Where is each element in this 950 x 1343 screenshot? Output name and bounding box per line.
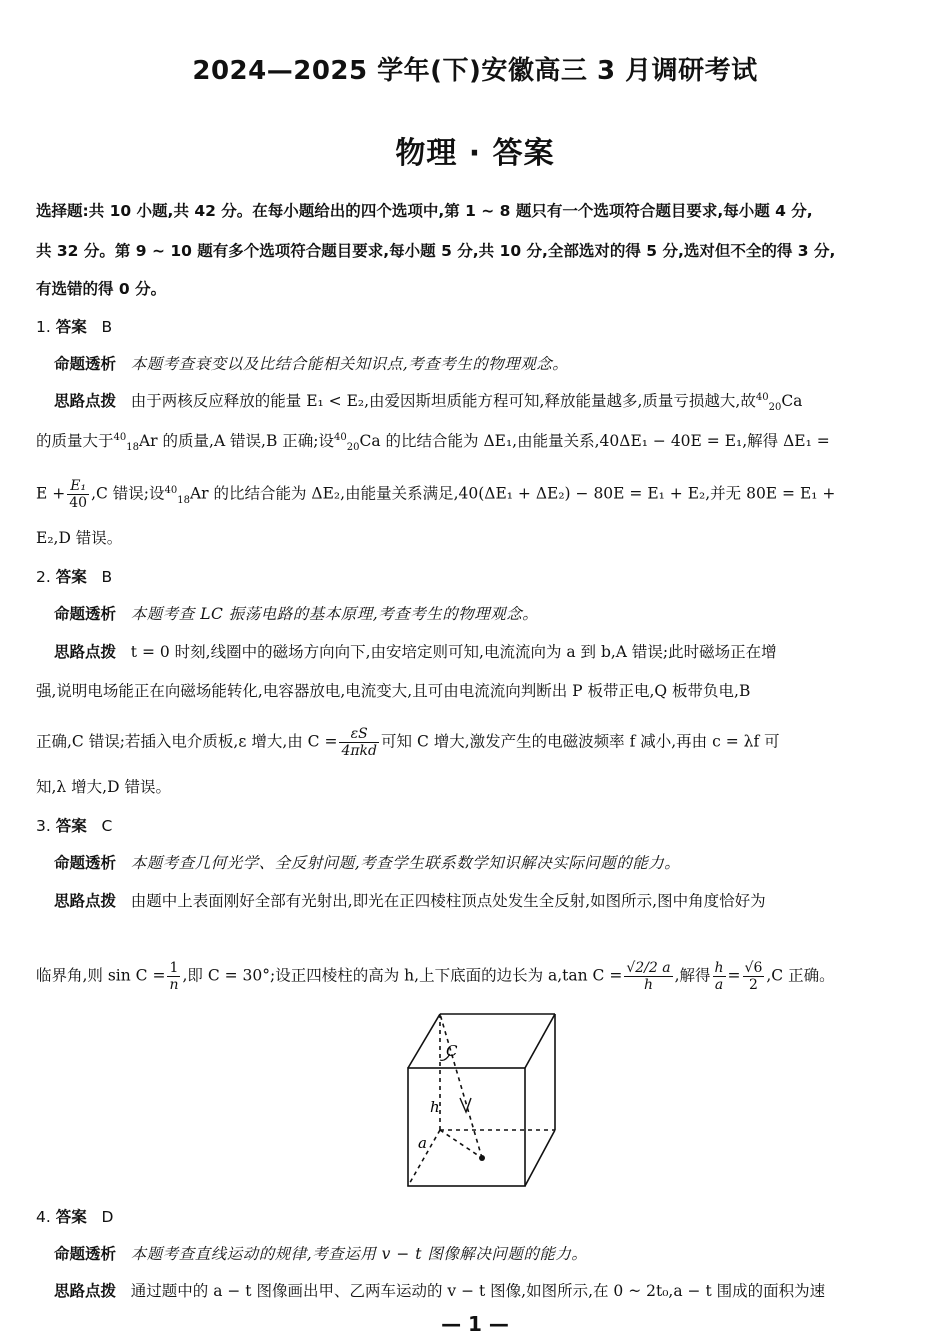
q1-analysis-line-3: E + $\frac{\text{E₁}}{40}$ ,C 错误;设$^{40}_{18}$Ar 的比结合能为 ΔE₂,由能量关系满足,40(ΔE₁ + ΔE₂) − 80E = E₁ + E₂,并无 80E = E₁ + bbox=[36, 478, 836, 511]
q2-analysis-line-4: 知,λ 增大,D 错误。 bbox=[36, 778, 171, 796]
q3-analysis-label: 思路点拨 bbox=[54, 892, 117, 910]
intro-line-3: 有选错的得 0 分。 bbox=[36, 280, 167, 298]
q3-intent bbox=[54, 852, 680, 874]
q1-iso-ar: $^{40}_{18}$ bbox=[113, 431, 139, 454]
q3-sin-fraction: $\frac{1}{n}$ bbox=[169, 960, 179, 993]
q3-intent-text: 本题考查几何光学、全反射问题,考查学生联系数学知识解决实际问题的能力。 bbox=[130, 854, 681, 872]
q3-tan-fraction: $\frac{√2/2 a}{h}$ bbox=[626, 960, 671, 993]
q3-result-fraction: $\frac{√6}{2}$ bbox=[744, 960, 763, 993]
intro-line-1: 选择题:共 10 小题,共 42 分。在每小题给出的四个选项中,第 1 ~ 8 题只有一个选项符合题目要求,每小题 4 分, bbox=[36, 202, 813, 220]
q3-number: 3. bbox=[36, 817, 51, 835]
q4-intent-text: 本题考查直线运动的规律,考查运用 v − t 图像解决问题的能力。 bbox=[130, 1245, 588, 1263]
document-subtitle: 物理 · 答案 bbox=[395, 136, 555, 171]
q2-fraction: $\frac{\varepsilon S}{\text{4πkd}}$ bbox=[341, 726, 378, 759]
page-number: — 1 — bbox=[441, 1312, 509, 1336]
q4-intent bbox=[54, 1243, 587, 1265]
q4-heading bbox=[36, 1206, 113, 1228]
q1-iso-ca-2: $^{40}_{20}$ bbox=[334, 431, 360, 454]
q2-intent-label: 命题透析 bbox=[54, 605, 117, 623]
fig-label-c: C bbox=[446, 1042, 458, 1060]
q1-number: 1. bbox=[36, 318, 51, 336]
q2-analysis-label: 思路点拨 bbox=[54, 643, 117, 661]
q4-analysis-line-1: 思路点拨 通过题中的 a − t 图像画出甲、乙两车运动的 v − t 图像,如图所示,在 0 ~ 2t₀,a − t 围成的面积为速 bbox=[54, 1282, 826, 1300]
q1-analysis-line-2: 的质量大于$^{40}_{18}$Ar 的质量,A 错误,B 正确;设$^{40}_{20}$Ca 的比结合能为 ΔE₁,由能量关系,40ΔE₁ − 40E = E₁,解得 ΔE₁ = bbox=[36, 431, 830, 454]
prism-diagram bbox=[400, 1008, 570, 1193]
q3-heading bbox=[36, 815, 112, 837]
q4-answer: D bbox=[101, 1208, 114, 1226]
q1-intent-label: 命题透析 bbox=[54, 355, 117, 373]
q1-iso-ca: $^{40}_{20}$ bbox=[755, 391, 782, 414]
fig-label-h: h bbox=[430, 1098, 440, 1116]
q1-analysis-label: 思路点拨 bbox=[54, 392, 117, 410]
q2-intent-text: 本题考查 LC 振荡电路的基本原理,考查考生的物理观念。 bbox=[130, 605, 539, 623]
intro-line-2: 共 32 分。第 9 ~ 10 题有多个选项符合题目要求,每小题 5 分,共 10 分,全部选对的得 5 分,选对但不全的得 3 分, bbox=[36, 242, 836, 260]
q3-intent-label: 命题透析 bbox=[54, 854, 117, 872]
q2-answer-label: 答案 bbox=[55, 568, 87, 586]
q2-analysis-line-2: 强,说明电场能正在向磁场能转化,电容器放电,电流变大,且可由电流流向判断出 P 板带正电,Q 板带负电,B bbox=[36, 682, 751, 700]
q3-analysis-line-2: 临界角,则 sin C = $\frac{1}{n}$ ,即 C = 30°;设正四棱柱的高为 h,上下底面的边长为 a,tan C = $\frac{√2/2 a}{h}$ ,解得 $\frac{h}{a}$ = $\frac{√6}{2}$ ,C 正确。 bbox=[36, 960, 835, 993]
q1-fraction: $\frac{\text{E₁}}{40}$ bbox=[69, 478, 88, 511]
q3-answer: C bbox=[101, 817, 113, 835]
q1-analysis-line-4: E₂,D 错误。 bbox=[36, 529, 123, 547]
exam-title: 2024—2025 学年(下)安徽高三 3 月调研考试 bbox=[192, 56, 758, 86]
q1-answer-label: 答案 bbox=[55, 318, 87, 336]
q1-iso-ar-2: $^{40}_{18}$ bbox=[164, 484, 190, 506]
q1-intent bbox=[54, 353, 568, 375]
q4-answer-label: 答案 bbox=[55, 1208, 87, 1226]
q2-intent bbox=[54, 603, 538, 625]
q2-heading bbox=[36, 566, 112, 588]
q1-analysis-text-1: 由于两核反应释放的能量 E₁ < E₂,由爱因斯坦质能方程可知,释放能量越多,质量亏损越大,故 bbox=[130, 392, 756, 410]
q4-intent-label: 命题透析 bbox=[54, 1245, 117, 1263]
fig-label-a: a bbox=[418, 1134, 427, 1152]
q1-intent-text: 本题考查衰变以及比结合能相关知识点,考查考生的物理观念。 bbox=[130, 355, 569, 373]
q2-analysis-line-3: 正确,C 错误;若插入电介质板,ε 增大,由 C = $\frac{\varepsilon S}{\text{4πkd}}$ 可知 C 增大,激发产生的电磁波频率 f 减小,再由 c = λf 可 bbox=[36, 726, 780, 759]
q4-number: 4. bbox=[36, 1208, 51, 1226]
q1-answer: B bbox=[101, 318, 113, 336]
q2-answer: B bbox=[101, 568, 113, 586]
q3-answer-label: 答案 bbox=[55, 817, 87, 835]
q1-analysis-line-1: 思路点拨 由于两核反应释放的能量 E₁ < E₂,由爱因斯坦质能方程可知,释放能量越多,质量亏损越大,故$^{40}_{20}$Ca bbox=[54, 391, 803, 414]
q2-number: 2. bbox=[36, 568, 51, 586]
q4-analysis-label: 思路点拨 bbox=[54, 1282, 117, 1300]
q1-heading bbox=[36, 316, 112, 338]
q3-analysis-line-1: 思路点拨 由题中上表面刚好全部有光射出,即光在正四棱柱顶点处发生全反射,如图所示,图中角度恰好为 bbox=[54, 892, 766, 910]
q3-ratio-fraction: $\frac{h}{a}$ bbox=[714, 960, 724, 993]
q2-analysis-line-1: 思路点拨 t = 0 时刻,线圈中的磁场方向向下,由安培定则可知,电流流向为 a 到 b,A 错误;此时磁场正在增 bbox=[54, 643, 777, 661]
